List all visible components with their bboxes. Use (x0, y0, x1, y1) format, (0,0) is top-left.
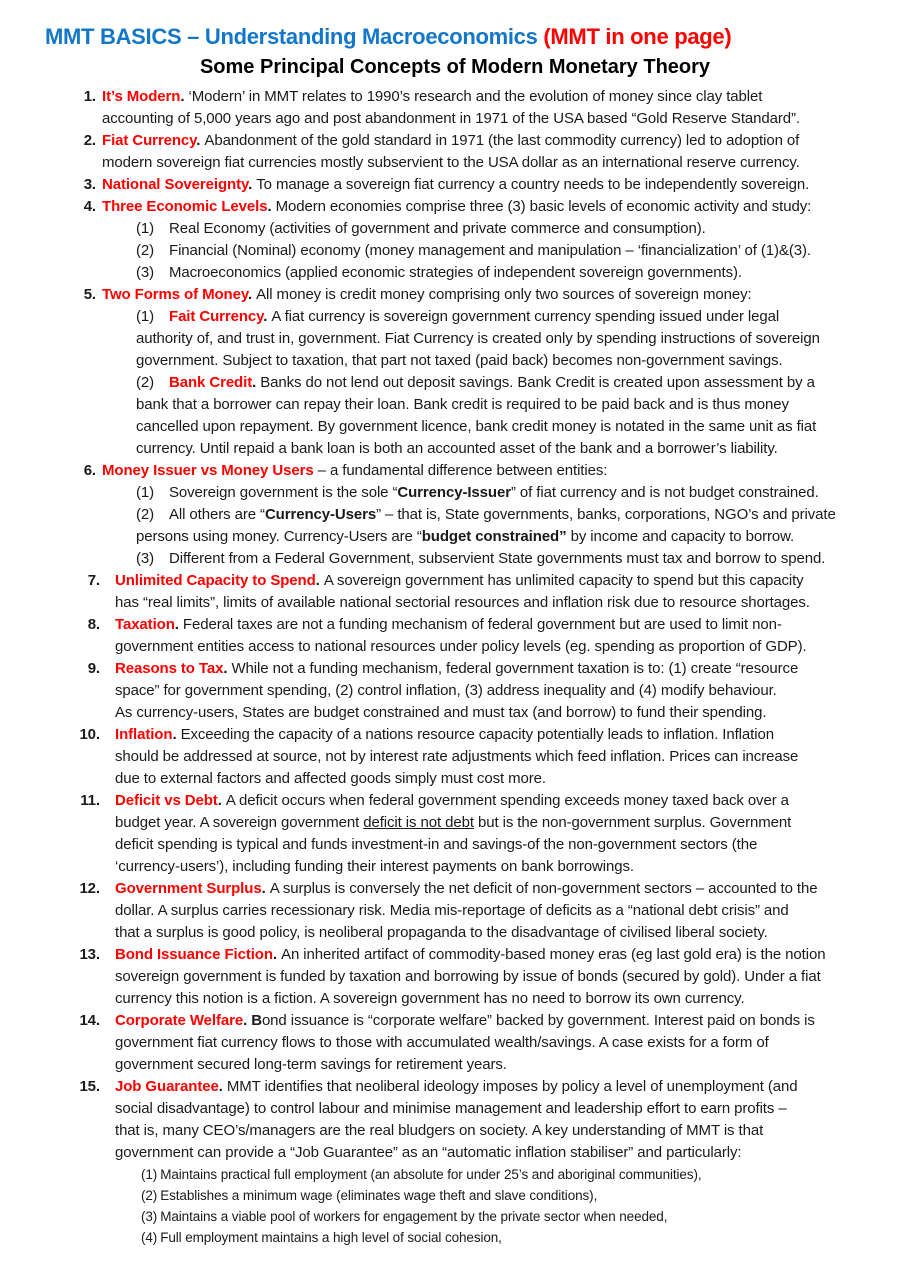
item-marker: 4. (83, 198, 96, 215)
item-marker: 8. (87, 616, 100, 633)
item-text: Different from a Federal Government, subservient State governments must tax and borrow to spend. (169, 550, 826, 567)
list-item (0, 196, 910, 218)
list-item (0, 86, 910, 130)
list-item (0, 284, 910, 306)
item-text: Job Guarantee. MMT identifies that neoliberal ideology imposes by policy a level of unemployment (and social disadvantage) to control labour and minimise management and leadership effort to earn profits – that is, many CEO’s/managers are the real bludgers on society. A key understanding of MMT is that government can provide a “Job Guarantee” as an “automatic inflation stabiliser” and particularly: (115, 1078, 798, 1161)
list-item (0, 1010, 910, 1076)
item-text: Sovereign government is the sole “Currency-Issuer” of fiat currency and is not budget constrained. (169, 484, 819, 501)
list-item (0, 724, 910, 790)
item-text: Money Issuer vs Money Users – a fundamental difference between entities: (102, 462, 608, 479)
list-item (0, 240, 910, 262)
list-item (0, 262, 910, 284)
item-text: Maintains a viable pool of workers for engagement by the private sector when needed, (160, 1209, 668, 1224)
item-marker: (3) (136, 550, 155, 567)
item-text: Reasons to Tax. While not a funding mechanism, federal government taxation is to: (1) create “resource space” for government spending, (2) control inflation, (3) address inequality and (4) modify behaviour. As currency-users, States are budget constrained and must tax (and borrow) to fund their spending. (115, 660, 799, 721)
list-item (0, 306, 910, 372)
item-text: Establishes a minimum wage (eliminates wage theft and slave conditions), (160, 1188, 598, 1203)
item-marker: 1. (83, 88, 96, 105)
page-title-main: MMT BASICS – Understanding Macroeconomics (45, 24, 544, 49)
item-text: Maintains practical full employment (an absolute for under 25’s and aboriginal communities), (160, 1167, 702, 1182)
item-marker: 6. (83, 462, 96, 479)
page-title (45, 22, 910, 52)
list-item (0, 658, 910, 724)
item-text: It’s Modern. ‘Modern’ in MMT relates to 1990’s research and the evolution of money since clay tablet accounting of 5,000 years ago and post abandonment in 1971 of the USA based “Gold Reserve Standard”. (102, 88, 800, 127)
item-marker: 10. (79, 726, 100, 743)
list-item (0, 1076, 910, 1164)
item-marker: 7. (87, 572, 100, 589)
list-item (0, 1164, 910, 1185)
item-marker: (2) (136, 374, 155, 391)
list-item (0, 790, 910, 878)
item-text: Fiat Currency. Abandonment of the gold standard in 1971 (the last commodity currency) led to adoption of modern sovereign fiat currencies mostly subservient to the USA dollar as an international reserve currency. (102, 132, 800, 171)
list-item (0, 372, 910, 460)
item-text: Bank Credit. Banks do not lend out deposit savings. Bank Credit is created upon assessment by a bank that a borrower can repay their loan. Bank credit is required to be paid back and is thus money cancelled upon repayment. By government licence, bank credit money is notated in the same unit as fiat currency. Until repaid a bank loan is both an accounted asset of the bank and a borrower’s liability. (136, 374, 817, 457)
list-item (0, 1206, 910, 1227)
list-item (0, 174, 910, 196)
list-item (0, 460, 910, 482)
item-marker: 14. (79, 1012, 100, 1029)
item-text: Bond Issuance Fiction. An inherited artifact of commodity-based money eras (eg last gold era) is the notion sovereign government is funded by taxation and borrowing by issue of bonds (secured by gold). Under a fiat currency this notion is a fiction. A sovereign government has no need to borrow its own currency. (115, 946, 826, 1007)
item-text: Three Economic Levels. Modern economies comprise three (3) basic levels of economic activity and study: (102, 198, 812, 215)
item-marker: 11. (80, 792, 100, 809)
item-text: Inflation. Exceeding the capacity of a nations resource capacity potentially leads to inflation. Inflation should be addressed at source, not by interest rate adjustments which feed inflation. Prices can increase due to external factors and affected goods simply must cost more. (115, 726, 799, 787)
list-item (0, 878, 910, 944)
page-subtitle: Some Principal Concepts of Modern Monetary Theory (199, 56, 711, 78)
page-title-suffix: (MMT in one page) (543, 24, 732, 49)
item-marker: 13. (79, 946, 100, 963)
list-item (0, 1185, 910, 1206)
item-marker: (2) (136, 506, 155, 523)
item-marker: (2) (136, 242, 155, 259)
item-marker: 12. (79, 880, 100, 897)
list-item (0, 504, 910, 548)
item-marker: 9. (87, 660, 100, 677)
list-item (0, 482, 910, 504)
item-text: Full employment maintains a high level of social cohesion, (160, 1230, 502, 1245)
item-marker: (4) (141, 1230, 158, 1245)
item-marker: (1) (136, 220, 155, 237)
item-text: National Sovereignty. To manage a sovereign fiat currency a country needs to be independently sovereign. (102, 176, 810, 193)
item-text: Macroeconomics (applied economic strategies of independent sovereign governments). (169, 264, 742, 281)
list-item (0, 570, 910, 614)
item-text: Unlimited Capacity to Spend. A sovereign government has unlimited capacity to spend but this capacity has “real limits”, limits of available national sectorial resources and inflation risk due to resource shortages. (115, 572, 810, 611)
concept-list (0, 86, 910, 1248)
item-marker: (1) (136, 484, 155, 501)
list-item (0, 130, 910, 174)
item-text: All others are “Currency-Users” – that is, State governments, banks, corporations, NGO’s and private persons using money. Currency-Users are “budget constrained” by income and capacity to borrow. (136, 506, 836, 545)
item-marker: 15. (79, 1078, 100, 1095)
list-item (0, 548, 910, 570)
item-marker: (3) (136, 264, 155, 281)
item-text: Real Economy (activities of government and private commerce and consumption). (169, 220, 706, 237)
list-item (0, 614, 910, 658)
item-text: Government Surplus. A surplus is conversely the net deficit of non-government sectors – accounted to the dollar. A surplus carries recessionary risk. Media mis-reportage of deficits as a “national debt crisis” and that a surplus is good policy, is neoliberal propaganda to the disadvantage of civilised liberal society. (115, 880, 818, 941)
item-marker: 5. (83, 286, 96, 303)
item-text: Corporate Welfare. Bond issuance is “corporate welfare” backed by government. Interest paid on bonds is government fiat currency flows to those with accumulated wealth/savings. A case exists for a form of government secured long-term savings for retirement years. (115, 1012, 815, 1073)
item-marker: (1) (136, 308, 155, 325)
item-text: Taxation. Federal taxes are not a funding mechanism of federal government but are used to limit non- government entities access to national resources under policy levels (eg. spending as proportion of GDP). (115, 616, 807, 655)
item-marker: (1) (141, 1167, 158, 1182)
item-marker: 3. (83, 176, 96, 193)
item-text: Financial (Nominal) economy (money management and manipulation – ‘financialization’ of (1)&(3). (169, 242, 811, 259)
item-text: Two Forms of Money. All money is credit money comprising only two sources of sovereign money: (102, 286, 752, 303)
item-marker: (3) (141, 1209, 158, 1224)
list-item (0, 1227, 910, 1248)
list-item (0, 218, 910, 240)
item-marker: (2) (141, 1188, 158, 1203)
item-text: Deficit vs Debt. A deficit occurs when federal government spending exceeds money taxed back over a budget year. A sovereign government deficit is not debt but is the non-government surplus. Government deficit spending is typical and funds investment-in and savings-of the non-government sectors (the ‘currency-users’), including funding their interest payments on bank borrowings. (115, 792, 792, 875)
item-text: Fait Currency. A fiat currency is sovereign government currency spending issued under legal authority of, and trust in, government. Fiat Currency is created only by spending instructions of sovereign government. Subject to taxation, that part not taxed (paid back) becomes non-government savings. (136, 308, 820, 369)
list-item (0, 944, 910, 1010)
item-marker: 2. (83, 132, 96, 149)
